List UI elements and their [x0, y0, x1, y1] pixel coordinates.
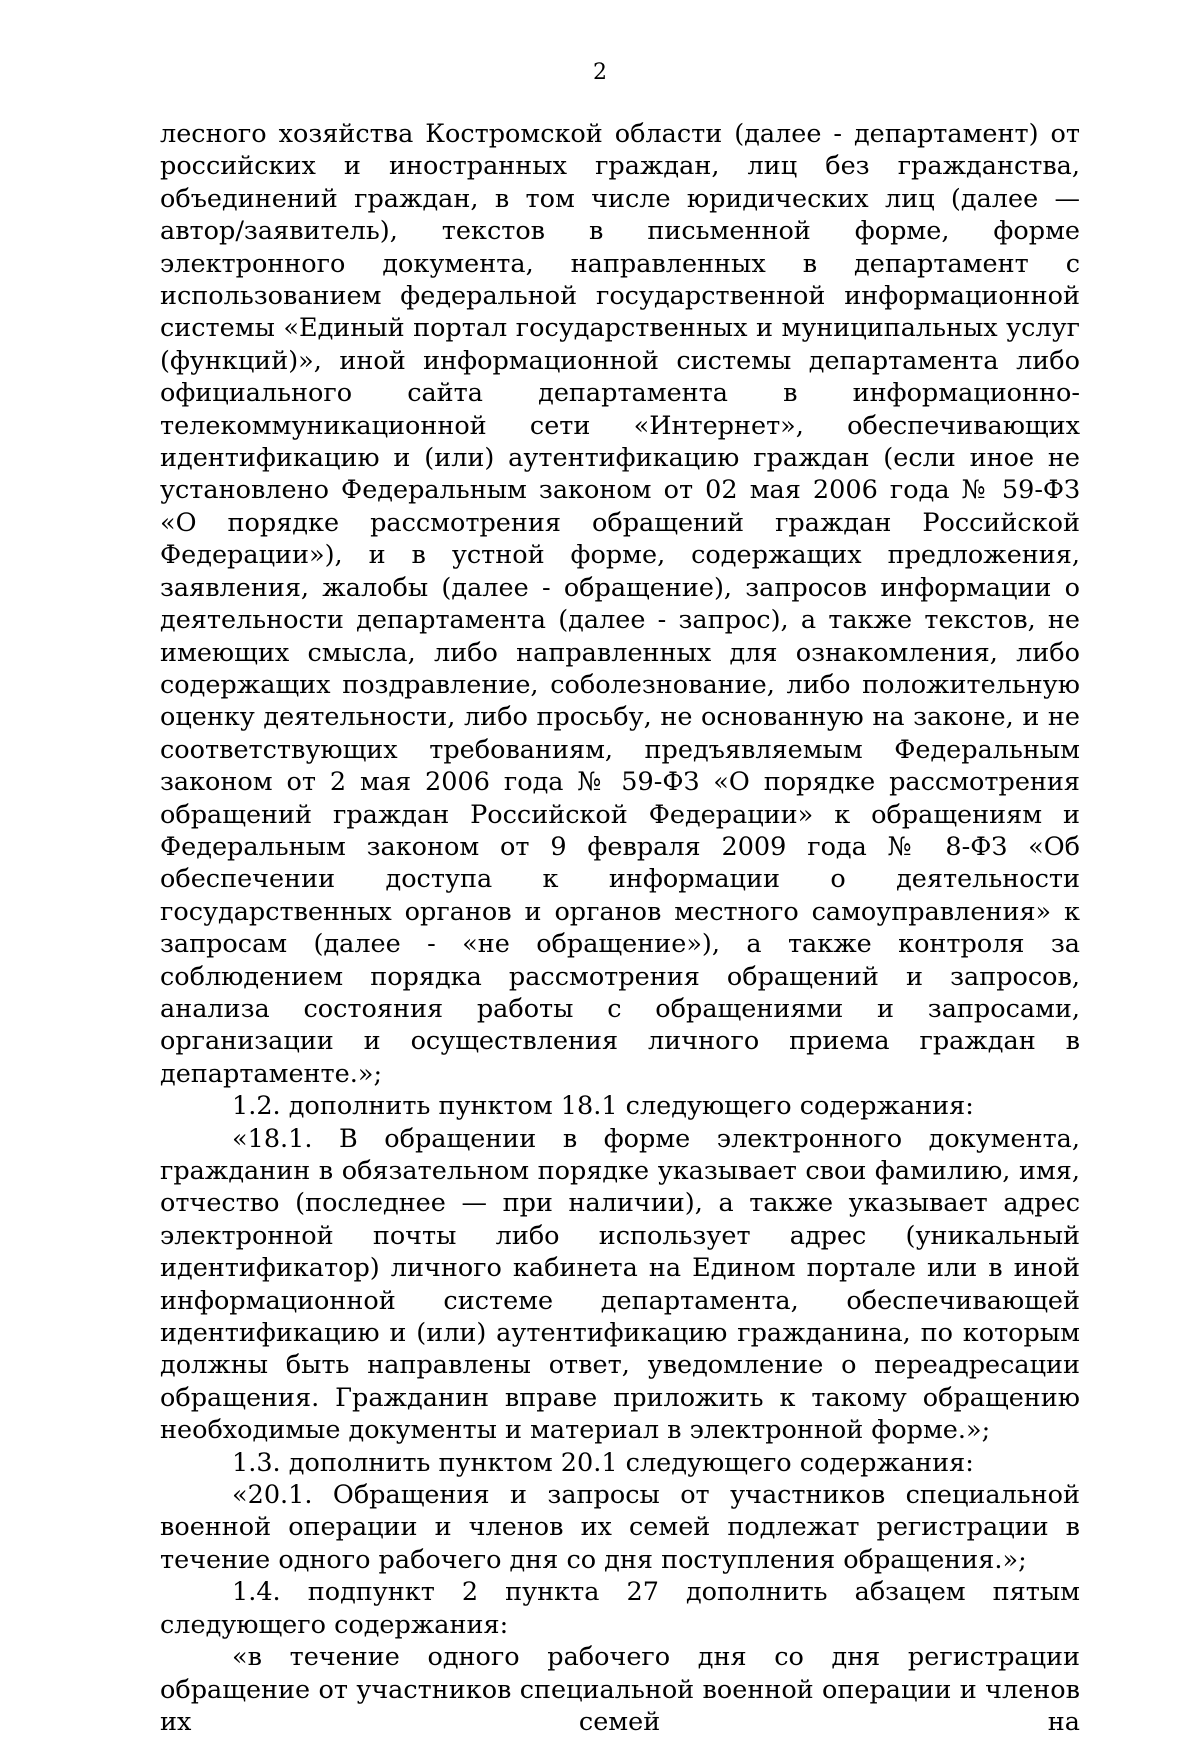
paragraph-clause-20-1: «20.1. Обращения и запросы от участников специальной военной операции и членов их семей подлежат регистрации в течение одного рабочего дня со дня поступления обращения.»; — [160, 1480, 1080, 1575]
paragraph-clause-27-2-5: «в течение одного рабочего дня со дня регистрации обращение от участников специальной военной операции и членов их семей на — [160, 1642, 1080, 1737]
paragraph-clause-18-1: «18.1. В обращении в форме электронного документа, гражданин в обязательном порядке указывает свои фамилию, имя, отчество (последнее — при наличии), а также указывает адрес электронной почты либо использует адрес (уникальный идентификатор) личного кабинета на Едином портале или в иной информационной системе департамента, обеспечивающей идентификацию и (или) аутентификацию гражданина, по которым должны быть направлены ответ, уведомление о переадресации обращения. Гражданин вправе приложить к такому обращению необходимые документы и материал в электронной форме.»; — [160, 1123, 1080, 1446]
page-number: 2 — [593, 60, 607, 85]
paragraph-item-1-3: 1.3. дополнить пунктом 20.1 следующего содержания: — [232, 1447, 974, 1478]
paragraph-item-1-4: 1.4. подпункт 2 пункта 27 дополнить абзацем пятым следующего содержания: — [160, 1577, 1080, 1640]
paragraph-continuation: лесного хозяйства Костромской области (далее - департамент) от российских и иностранных граждан, лиц без гражданства, объединений граждан, в том числе юридических лиц (далее — автор/заявитель), текстов в письменной форме, форме электронного документа, направленных в департамент с использованием федеральной государственной информационной системы «Единый портал государственных и муниципальных услуг (функций)», иной информационной системы департамента либо официального сайта департамента в информационно-телекоммуникационной сети «Интернет», обеспечивающих идентификацию и (или) аутентификацию граждан (если иное не установлено Федеральным законом от 02 мая 2006 года № 59-ФЗ «О порядке рассмотрения обращений граждан Российской Федерации»), и в устной форме, содержащих предложения, заявления, жалобы (далее - обращение), запросов информации о деятельности департамента (далее - запрос), а также текстов, не имеющих смысла, либо направленных для ознакомления, либо содержащих поздравление, соболезнование, либо положительную оценку деятельности, либо просьбу, не основанную на законе, и не соответствующих требованиям, предъявляемым Федеральным законом от 2 мая 2006 года № 59-ФЗ «О порядке рассмотрения обращений граждан Российской Федерации» к обращениям и Федеральным законом от 9 февраля 2009 года № 8-ФЗ «Об обеспечении доступа к информации о деятельности государственных органов и органов местного самоуправления» к запросам (далее - «не обращение»), а также контроля за соблюдением порядка рассмотрения обращений и запросов, анализа состояния работы с обращениями и запросами, организации и осуществления личного приема граждан в департаменте.»; — [160, 119, 1080, 1089]
document-body — [160, 118, 1080, 1738]
paragraph-item-1-2: 1.2. дополнить пунктом 18.1 следующего содержания: — [232, 1091, 974, 1122]
